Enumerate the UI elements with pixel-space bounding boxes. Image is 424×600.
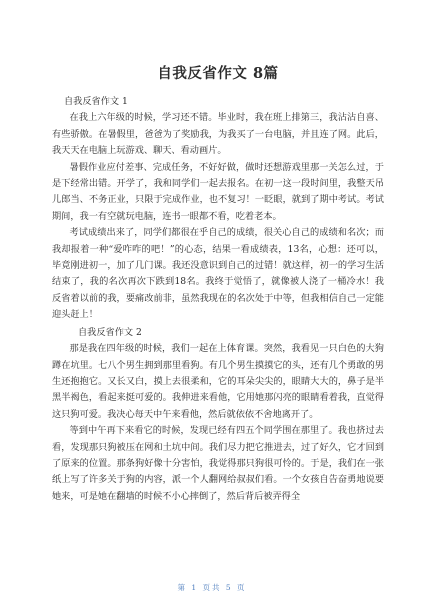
- paragraph: 考试成绩出来了，同学们都很在乎自己的成绩，很关心自己的成绩和名次；而我却报着一种“爱咋咋的吧！”的心态，结果一看成绩表，13名，心想：还可以，毕竟刚进初一，加了几门课。我还没意识到自己的过错！就这样，初一的学习生活结束了，我的名次再次下跌到18名。我终于觉悟了，就像被人浇了一桶冷水！我反省着以前的我，要痛改前非，虽然我现在的名次处于中等，但我相信自己一定能迎头赶上！: [52, 227, 384, 321]
- essay-section-2: [52, 325, 384, 505]
- paragraph: 暑假作业应付差事、完成任务，不好好做，做时还想游戏里那一关怎么过，于是下经常出错。开学了，我和同学们一起去报名。在初一这一段时间里，我整天吊儿郎当、不务正业，只限于完成作业，也不复习！一眨眼，就到了期中考试。考试期间，我一有空就玩电脑，连书一眼都不看，吃着老本。: [52, 161, 384, 222]
- essay-section-1: [52, 94, 384, 324]
- paragraph: 等到中午再下来看它的时候，发现已经有四五个同学围在那里了。我也挤过去看，发现那只狗被压在网和土坑中间。我们尽力把它推进去，过了好久，它才回到了原来的位置。那条狗好像十分害怕，我觉得那只狗很可怜的。于是，我们在一张纸上写了许多关于狗的内容，派一个人翻网给叔叔们看。一个女孩自告奋勇地说要她来，可是她在翻墙的时候不小心摔倒了，然后背后被弄得全: [52, 425, 384, 502]
- paragraph: 在我上六年级的时候，学习还不错。毕业时，我在班上排第三，我沾沾自喜、有些骄傲。在暑假里，爸爸为了奖励我，为我买了一台电脑，并且连了网。此后，我天天在电脑上玩游戏、聊天、看动画片。: [52, 112, 384, 157]
- section-heading: 自我反省作文 2: [78, 326, 142, 338]
- document-title: 自我反省作文 8篇: [157, 65, 279, 82]
- paragraph: 那是我在四年级的时候，我们一起在上体育课。突然，我看见一只白色的大狗蹲在坑里。七八个男生拥到那里看狗。有几个男生摸摸它的头，还有几个勇敢的男生还抱抱它。又长又白，摸上去很柔和，它的耳朵尖尖的，眼睛大大的，鼻子是半黑半褐色，看起来挺可爱的。我伸进来看他，它用她那闪亮的眼睛看着我，直觉得这只狗可爱。我决心每天中午来看他，然后就依依不舍地离开了。: [52, 343, 384, 420]
- page-footer: 第 1 页共 5 页: [177, 583, 247, 592]
- section-heading: 自我反省作文 1: [64, 96, 128, 107]
